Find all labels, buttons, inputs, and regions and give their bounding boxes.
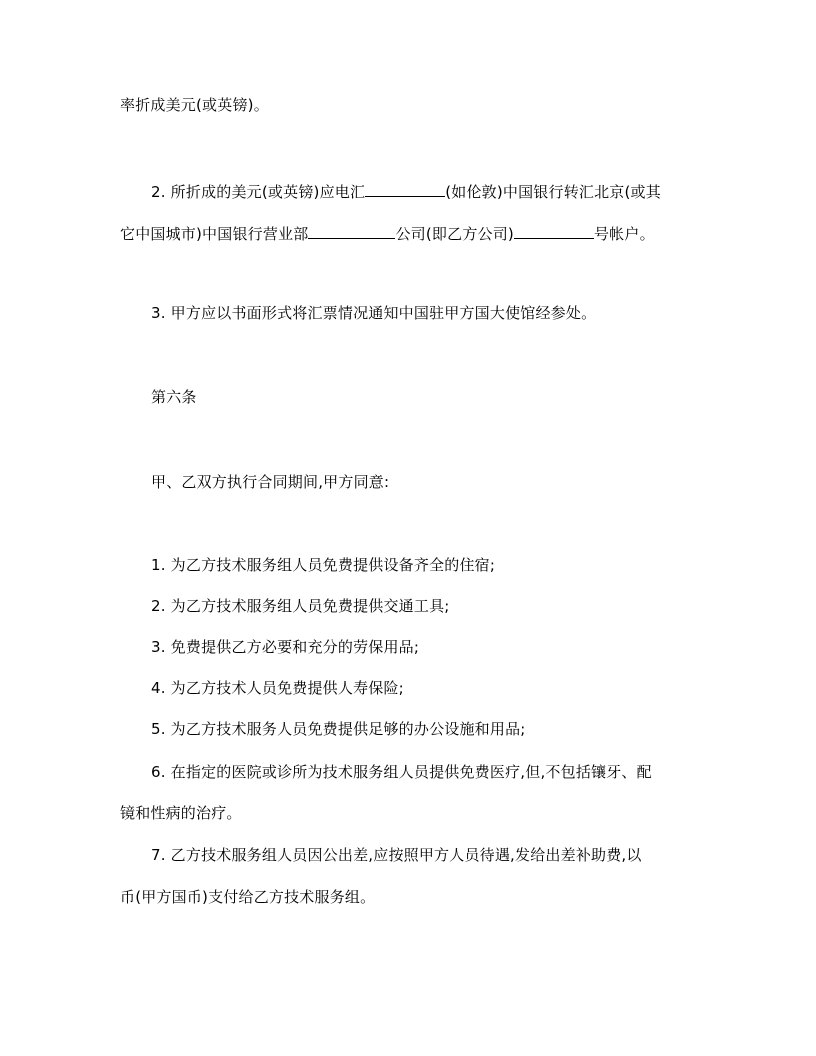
item-7-line-2	[120, 887, 375, 907]
item-2-line-2	[120, 223, 655, 244]
list-item-text: 1. 为乙方技术服务组人员免费提供设备齐全的住宿;	[151, 556, 496, 574]
item-7-text-b: 币(甲方国币)支付给乙方技术服务组。	[120, 888, 376, 906]
item-3	[151, 303, 596, 323]
item-2-text-a: 2. 所折成的美元(或英镑)应电汇	[151, 183, 366, 201]
list-item-text: 4. 为乙方技术人员免费提供人寿保险;	[151, 679, 404, 697]
list-item-text: 2. 为乙方技术服务组人员免费提供交通工具;	[151, 597, 450, 615]
list-item	[151, 637, 419, 657]
item-7-text-a: 7. 乙方技术服务组人员因公出差,应按照甲方人员待遇,发给出差补助费,以	[151, 846, 642, 864]
fill-blank-3	[514, 223, 594, 239]
article-6-intro	[151, 472, 389, 492]
list-item-text: 3. 免费提供乙方必要和充分的劳保用品;	[151, 638, 420, 656]
list-item	[151, 596, 450, 616]
list-item-text: 5. 为乙方技术服务人员免费提供足够的办公设施和用品;	[151, 720, 526, 738]
paragraph-text: 率折成美元(或英镑)。	[120, 96, 269, 114]
item-2-line-1	[151, 181, 661, 202]
item-2-text-c: 它中国城市)中国银行营业部	[120, 225, 309, 243]
item-3-text: 3. 甲方应以书面形式将汇票情况通知中国驻甲方国大使馆经参处。	[151, 304, 597, 322]
article-6-heading	[151, 387, 197, 407]
item-6-text-b: 镜和性病的治疗。	[120, 804, 242, 822]
list-item	[151, 555, 495, 575]
article-heading-text: 第六条	[151, 388, 197, 406]
item-6-line-2	[120, 803, 242, 823]
item-2-text-e: 号帐户。	[593, 225, 655, 243]
item-2-text-b: (如伦敦)中国银行转汇北京(或其	[445, 183, 661, 201]
paragraph-continuation	[120, 95, 269, 115]
fill-blank-2	[308, 223, 395, 239]
item-7-line-1	[151, 845, 642, 865]
list-item	[151, 719, 526, 739]
fill-blank-1	[365, 181, 445, 197]
item-2-text-d: 公司(即乙方公司)	[395, 225, 514, 243]
list-item	[151, 678, 404, 698]
item-6-text-a: 6. 在指定的医院或诊所为技术服务组人员提供免费医疗,但,不包括镶牙、配	[151, 763, 652, 781]
article-intro-text: 甲、乙双方执行合同期间,甲方同意:	[151, 473, 390, 491]
item-6-line-1	[151, 762, 652, 782]
